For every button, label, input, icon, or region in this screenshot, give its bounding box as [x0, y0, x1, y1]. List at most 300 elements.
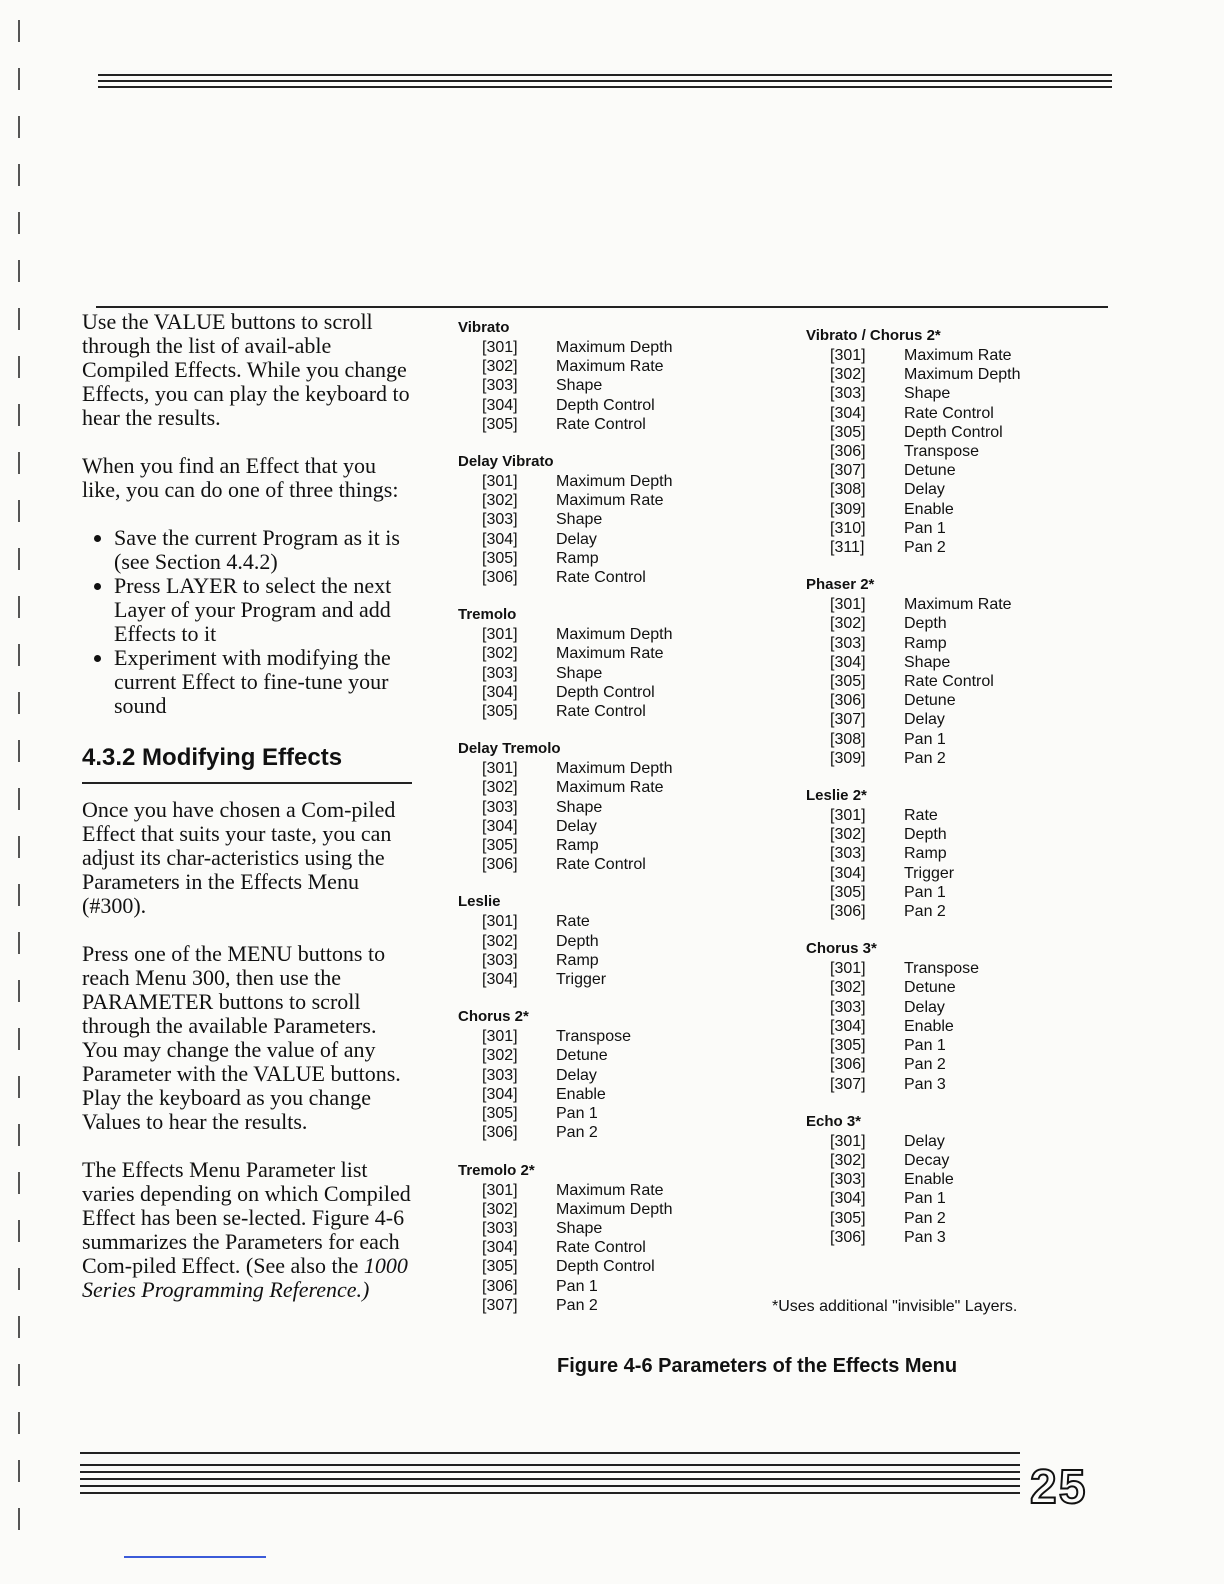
parameter-row: [806, 1228, 1106, 1247]
parameter-row: [458, 491, 758, 510]
margin-mark: [18, 740, 20, 762]
parameter-number: [302]: [482, 358, 518, 376]
parameter-number: [302]: [482, 932, 518, 950]
parameter-row: [806, 442, 1106, 461]
parameter-row: [806, 404, 1106, 423]
margin-mark: [18, 1412, 20, 1434]
parameter-number: [304]: [482, 971, 518, 989]
parameter-label: Maximum Rate: [556, 1181, 664, 1199]
parameter-number: [305]: [482, 1105, 518, 1123]
parameter-row: [806, 653, 1106, 672]
parameter-label: Pan 2: [904, 749, 946, 767]
parameter-label: Depth Control: [556, 1258, 655, 1276]
parameter-row: [806, 806, 1106, 825]
parameter-label: Enable: [904, 500, 954, 518]
effect-group: [806, 575, 1106, 768]
parameter-label: Detune: [904, 979, 956, 997]
parameter-row: [806, 978, 1106, 997]
parameter-label: Ramp: [556, 549, 599, 567]
parameter-label: Shape: [904, 385, 951, 403]
parameter-number: [301]: [482, 1181, 518, 1199]
parameter-number: [302]: [482, 645, 518, 663]
effect-name: Vibrato: [458, 319, 510, 336]
parameter-row: [458, 625, 758, 644]
margin-mark: [18, 20, 20, 42]
parameter-number: [302]: [830, 826, 866, 844]
parameter-row: [458, 338, 758, 357]
parameter-row: [458, 1181, 758, 1200]
parameter-label: Maximum Depth: [556, 473, 673, 491]
body-text-column: [82, 310, 412, 1326]
parameter-row: [806, 1055, 1106, 1074]
paragraph-find-effect: When you find an Effect that you like, you can do one of three things:: [82, 453, 399, 502]
parameter-number: [305]: [830, 883, 866, 901]
parameter-row: [458, 683, 758, 702]
parameter-number: [310]: [830, 519, 866, 537]
parameter-number: [304]: [482, 1239, 518, 1257]
parameter-row: [806, 902, 1106, 921]
parameter-row: [458, 415, 758, 434]
parameter-label: Depth Control: [556, 396, 655, 414]
effect-group: [458, 1161, 758, 1315]
margin-mark: [18, 1172, 20, 1194]
effect-group: [806, 786, 1106, 921]
parameter-row: [458, 778, 758, 797]
effect-name: Tremolo 2*: [458, 1161, 535, 1179]
parameter-label: Trigger: [556, 971, 607, 989]
parameter-number: [306]: [830, 692, 866, 710]
parameter-label: Shape: [556, 798, 603, 816]
parameter-row: [806, 500, 1106, 519]
parameter-label: Ramp: [904, 634, 947, 652]
top-rule: [98, 74, 1112, 94]
margin-mark: [18, 1220, 20, 1242]
effect-name: Leslie 2*: [806, 787, 867, 805]
parameter-number: [301]: [482, 339, 518, 356]
parameter-label: Shape: [556, 1219, 603, 1237]
parameter-row: [458, 396, 758, 415]
margin-mark: [18, 788, 20, 810]
margin-mark: [18, 356, 20, 378]
parameter-label: Maximum Rate: [904, 347, 1012, 364]
effect-group: [458, 892, 758, 989]
parameter-label: Rate Control: [904, 404, 994, 422]
parameter-number: [302]: [830, 366, 866, 384]
parameter-row: [806, 423, 1106, 442]
parameter-number: [306]: [830, 903, 866, 921]
parameter-label: Ramp: [556, 837, 599, 855]
parameter-label: Pan 1: [556, 1277, 598, 1295]
parameter-row: [806, 672, 1106, 691]
parameter-number: [306]: [830, 443, 866, 461]
margin-mark: [18, 1316, 20, 1338]
parameter-row: [806, 1036, 1106, 1055]
margin-mark: [18, 116, 20, 138]
parameter-row: [458, 798, 758, 817]
effects-column-left: [458, 318, 758, 1333]
parameter-label: Shape: [556, 511, 603, 529]
effect-name: Chorus 3*: [806, 940, 877, 958]
parameter-number: [301]: [830, 807, 866, 825]
parameter-label: Depth: [904, 826, 947, 844]
parameter-row: [458, 1104, 758, 1123]
list-item: • Experiment with modifying the current Effect to fine-tune your sound: [114, 646, 412, 718]
parameter-row: [806, 730, 1106, 749]
list-item: • Save the current Program as it is (see Section 4.4.2): [114, 526, 412, 574]
parameter-row: [806, 959, 1106, 978]
parameter-row: [806, 1189, 1106, 1208]
margin-mark: [18, 452, 20, 474]
margin-mark: [18, 644, 20, 666]
parameter-row: [458, 951, 758, 970]
parameter-number: [302]: [482, 1047, 518, 1065]
parameter-row: [806, 749, 1106, 768]
effect-group: [458, 605, 758, 721]
margin-mark: [18, 500, 20, 522]
paragraph-menu: Press one of the MENU buttons to reach Menu 300, then use the PARAMETER buttons to scroll through the available Parameters. You may change the value of any Parameter with the VALUE buttons. Play the keyboard as you change Values to hear the results.: [82, 941, 401, 1134]
parameter-number: [304]: [482, 1085, 518, 1103]
parameter-row: [806, 519, 1106, 538]
parameter-number: [305]: [830, 1209, 866, 1227]
parameter-row: [806, 998, 1106, 1017]
parameter-number: [309]: [830, 500, 866, 518]
margin-mark: [18, 164, 20, 186]
parameter-row: [806, 384, 1106, 403]
parameter-label: Rate Control: [556, 415, 646, 433]
parameter-number: [303]: [830, 385, 866, 403]
margin-mark: [18, 692, 20, 714]
parameter-row: [806, 1151, 1106, 1170]
footnote: *Uses additional "invisible" Layers.: [772, 1298, 1018, 1315]
footer-underline: [124, 1556, 266, 1558]
parameter-number: [301]: [830, 596, 866, 614]
reference-title: 1000 Series Programming Reference.): [82, 1253, 408, 1302]
margin-mark: [18, 68, 20, 90]
parameter-row: [458, 912, 758, 931]
parameter-label: Pan 1: [904, 730, 946, 748]
parameter-label: Pan 3: [904, 1228, 946, 1246]
parameter-row: [458, 836, 758, 855]
margin-mark: [18, 1508, 20, 1530]
parameter-number: [305]: [482, 1258, 518, 1276]
parameter-label: Maximum Depth: [556, 626, 673, 644]
parameter-label: Rate Control: [556, 856, 646, 874]
page-number: 25: [1030, 1461, 1088, 1514]
parameter-label: Pan 3: [904, 1075, 946, 1093]
margin-mark: [18, 836, 20, 858]
parameter-label: Pan 1: [904, 883, 946, 901]
parameter-row: [458, 1200, 758, 1219]
parameter-label: Depth Control: [556, 683, 655, 701]
paragraph-value-buttons: Use the VALUE buttons to scroll through the list of avail-able Compiled Effects. While you change Effects, you can play the keyboard to hear the results.: [82, 309, 410, 430]
effect-name: Chorus 2*: [458, 1008, 529, 1026]
options-list: [82, 526, 412, 718]
parameter-row: [806, 595, 1106, 614]
parameter-number: [305]: [482, 415, 518, 433]
parameter-label: Depth Control: [904, 423, 1003, 441]
effect-name: Vibrato / Chorus 2*: [806, 327, 941, 344]
effect-name: Echo 3*: [806, 1112, 862, 1130]
parameter-label: Shape: [904, 653, 951, 671]
effect-name: Phaser 2*: [806, 576, 875, 594]
parameter-label: Maximum Depth: [556, 1200, 673, 1218]
parameter-row: [458, 1085, 758, 1104]
effect-group: [458, 318, 758, 434]
parameter-row: [458, 1027, 758, 1046]
parameter-label: Pan 2: [904, 1056, 946, 1074]
margin-mark: [18, 260, 20, 282]
effect-name: Delay Vibrato: [458, 453, 554, 471]
parameter-label: Maximum Rate: [556, 645, 664, 663]
parameter-row: [806, 864, 1106, 883]
effect-group: [458, 452, 758, 587]
effects-column-right: [806, 326, 1106, 1265]
parameter-row: [806, 825, 1106, 844]
parameter-row: [458, 1277, 758, 1296]
parameter-row: [806, 461, 1106, 480]
parameter-number: [304]: [482, 817, 518, 835]
parameter-row: [458, 357, 758, 376]
margin-mark: [18, 596, 20, 618]
list-item: • Press LAYER to select the next Layer of your Program and add Effects to it: [114, 574, 412, 646]
parameter-number: [304]: [830, 404, 866, 422]
parameter-label: Pan 2: [904, 539, 946, 557]
parameter-number: [306]: [482, 1277, 518, 1295]
parameter-number: [301]: [482, 626, 518, 644]
margin-mark: [18, 1124, 20, 1146]
parameter-label: Pan 1: [904, 1190, 946, 1208]
parameter-label: Transpose: [556, 1028, 631, 1046]
parameter-number: [304]: [830, 1017, 866, 1035]
parameter-row: [806, 691, 1106, 710]
parameter-number: [302]: [830, 1151, 866, 1169]
paragraph-text: The Effects Menu Parameter list varies depending on which Compiled Effect has been se-lected. Figure 4-6 summarizes the Parameters for each Com-piled Effect. (See also the: [82, 1157, 411, 1278]
parameter-number: [301]: [482, 760, 518, 778]
parameter-number: [301]: [830, 1132, 866, 1150]
parameter-row: [806, 844, 1106, 863]
parameter-label: Delay: [904, 711, 945, 729]
parameter-number: [307]: [830, 1075, 866, 1093]
parameter-row: [806, 883, 1106, 902]
parameter-row: [458, 549, 758, 568]
parameter-label: Pan 2: [556, 1296, 598, 1314]
parameter-label: Pan 1: [904, 519, 946, 537]
parameter-number: [302]: [830, 979, 866, 997]
parameter-number: [304]: [482, 396, 518, 414]
parameter-row: [806, 1017, 1106, 1036]
parameter-label: Enable: [556, 1085, 606, 1103]
margin-mark: [18, 1028, 20, 1050]
parameter-label: Pan 1: [904, 1037, 946, 1055]
parameter-label: Enable: [904, 1017, 954, 1035]
effect-name: Tremolo: [458, 606, 517, 624]
parameter-number: [301]: [482, 473, 518, 491]
parameter-number: [307]: [482, 1296, 518, 1314]
parameter-label: Maximum Rate: [556, 779, 664, 797]
parameter-number: [301]: [830, 347, 866, 364]
margin-mark: [18, 1076, 20, 1098]
parameter-label: Rate: [904, 807, 938, 825]
margin-mark: [18, 932, 20, 954]
margin-mark: [18, 1364, 20, 1386]
margin-mark: [18, 980, 20, 1002]
parameter-number: [303]: [482, 1066, 518, 1084]
margin-mark: [18, 1460, 20, 1482]
parameter-number: [303]: [830, 634, 866, 652]
parameter-row: [458, 664, 758, 683]
parameter-label: Detune: [904, 462, 956, 480]
parameter-number: [305]: [830, 673, 866, 691]
parameter-label: Delay: [556, 1066, 597, 1084]
margin-mark: [18, 1268, 20, 1290]
parameter-number: [303]: [482, 664, 518, 682]
parameter-number: [304]: [482, 530, 518, 548]
parameter-row: [806, 710, 1106, 729]
parameter-number: [303]: [830, 1171, 866, 1189]
parameter-label: Pan 2: [904, 1209, 946, 1227]
section-rule: [96, 306, 1108, 308]
parameter-label: Detune: [904, 692, 956, 710]
parameter-number: [302]: [482, 779, 518, 797]
parameter-number: [308]: [830, 730, 866, 748]
parameter-row: [458, 472, 758, 491]
effect-group: [806, 326, 1106, 557]
parameter-label: Trigger: [904, 864, 955, 882]
parameter-label: Maximum Rate: [904, 596, 1012, 614]
parameter-label: Pan 2: [556, 1124, 598, 1142]
parameter-label: Rate Control: [556, 703, 646, 721]
effect-name: Leslie: [458, 893, 501, 911]
parameter-row: [458, 1257, 758, 1276]
parameter-number: [304]: [830, 864, 866, 882]
parameter-row: [458, 932, 758, 951]
parameter-row: [806, 634, 1106, 653]
parameter-number: [311]: [830, 539, 865, 557]
parameter-number: [304]: [830, 1190, 866, 1208]
parameter-number: [306]: [482, 856, 518, 874]
parameter-row: [458, 568, 758, 587]
parameter-label: Delay: [904, 1132, 945, 1150]
parameter-label: Delay: [556, 530, 597, 548]
parameter-number: [306]: [482, 569, 518, 587]
parameter-row: [458, 510, 758, 529]
parameter-label: Detune: [556, 1047, 608, 1065]
parameter-label: Rate Control: [556, 1239, 646, 1257]
parameter-label: Depth: [556, 932, 599, 950]
parameter-row: [458, 702, 758, 721]
parameter-label: Rate Control: [904, 673, 994, 691]
margin-mark: [18, 212, 20, 234]
parameter-label: Depth: [904, 615, 947, 633]
effect-group: [458, 1007, 758, 1142]
parameter-row: [806, 1209, 1106, 1228]
parameter-number: [302]: [482, 492, 518, 510]
parameter-number: [306]: [830, 1228, 866, 1246]
section-heading: 4.3.2 Modifying Effects: [82, 746, 412, 784]
parameter-number: [303]: [482, 1219, 518, 1237]
parameter-number: [301]: [830, 960, 866, 978]
parameter-label: Delay: [904, 998, 945, 1016]
parameter-label: Maximum Depth: [904, 366, 1021, 384]
effect-group: [458, 739, 758, 874]
parameter-label: Decay: [904, 1151, 950, 1169]
effect-group: [806, 939, 1106, 1093]
parameter-row: [458, 1123, 758, 1142]
margin-mark: [18, 308, 20, 330]
parameter-number: [302]: [482, 1200, 518, 1218]
parameter-label: Maximum Depth: [556, 339, 673, 356]
parameter-label: Rate: [556, 913, 590, 931]
parameter-number: [305]: [482, 703, 518, 721]
parameter-row: [806, 365, 1106, 384]
paragraph-adjust: Once you have chosen a Com-piled Effect that suits your taste, you can adjust its char-acteristics using the Parameters in the Effects Menu (#300).: [82, 797, 396, 918]
parameter-number: [303]: [830, 845, 866, 863]
parameter-row: [458, 376, 758, 395]
parameter-number: [307]: [830, 462, 866, 480]
parameter-number: [305]: [482, 549, 518, 567]
parameter-row: [458, 1046, 758, 1065]
parameter-row: [458, 530, 758, 549]
parameter-row: [806, 538, 1106, 557]
parameter-label: Transpose: [904, 443, 979, 461]
parameter-number: [303]: [482, 377, 518, 395]
parameter-label: Delay: [904, 481, 945, 499]
parameter-number: [305]: [482, 837, 518, 855]
margin-mark: [18, 884, 20, 906]
parameter-row: [458, 1219, 758, 1238]
parameter-row: [806, 614, 1106, 633]
parameter-row: [458, 817, 758, 836]
parameter-row: [806, 346, 1106, 365]
parameter-row: [458, 644, 758, 663]
parameter-number: [304]: [830, 653, 866, 671]
parameter-number: [307]: [830, 711, 866, 729]
parameter-label: Enable: [904, 1171, 954, 1189]
margin-mark: [18, 404, 20, 426]
parameter-row: [806, 1075, 1106, 1094]
parameter-row: [458, 855, 758, 874]
parameter-row: [458, 1296, 758, 1315]
parameter-number: [305]: [830, 1037, 866, 1055]
parameter-label: Maximum Rate: [556, 492, 664, 510]
parameter-number: [302]: [830, 615, 866, 633]
parameter-label: Pan 2: [904, 903, 946, 921]
parameter-label: Transpose: [904, 960, 979, 978]
parameter-label: Rate Control: [556, 569, 646, 587]
parameter-number: [303]: [482, 511, 518, 529]
parameter-label: Ramp: [556, 951, 599, 969]
parameter-row: [806, 1170, 1106, 1189]
effect-group: [806, 1112, 1106, 1247]
parameter-row: [458, 970, 758, 989]
parameter-number: [303]: [830, 998, 866, 1016]
parameter-label: Delay: [556, 817, 597, 835]
parameter-number: [306]: [830, 1056, 866, 1074]
parameter-number: [308]: [830, 481, 866, 499]
parameter-number: [306]: [482, 1124, 518, 1142]
figure-caption: Figure 4-6 Parameters of the Effects Menu: [557, 1355, 958, 1377]
parameter-number: [303]: [482, 951, 518, 969]
parameter-label: Ramp: [904, 845, 947, 863]
margin-mark: [18, 548, 20, 570]
parameter-number: [301]: [482, 913, 518, 931]
parameter-label: Maximum Rate: [556, 358, 664, 376]
parameter-label: Maximum Depth: [556, 760, 673, 778]
effect-name: Delay Tremolo: [458, 740, 561, 758]
bottom-rule: [80, 1452, 1110, 1499]
parameter-label: Shape: [556, 377, 603, 395]
parameter-number: [305]: [830, 423, 866, 441]
